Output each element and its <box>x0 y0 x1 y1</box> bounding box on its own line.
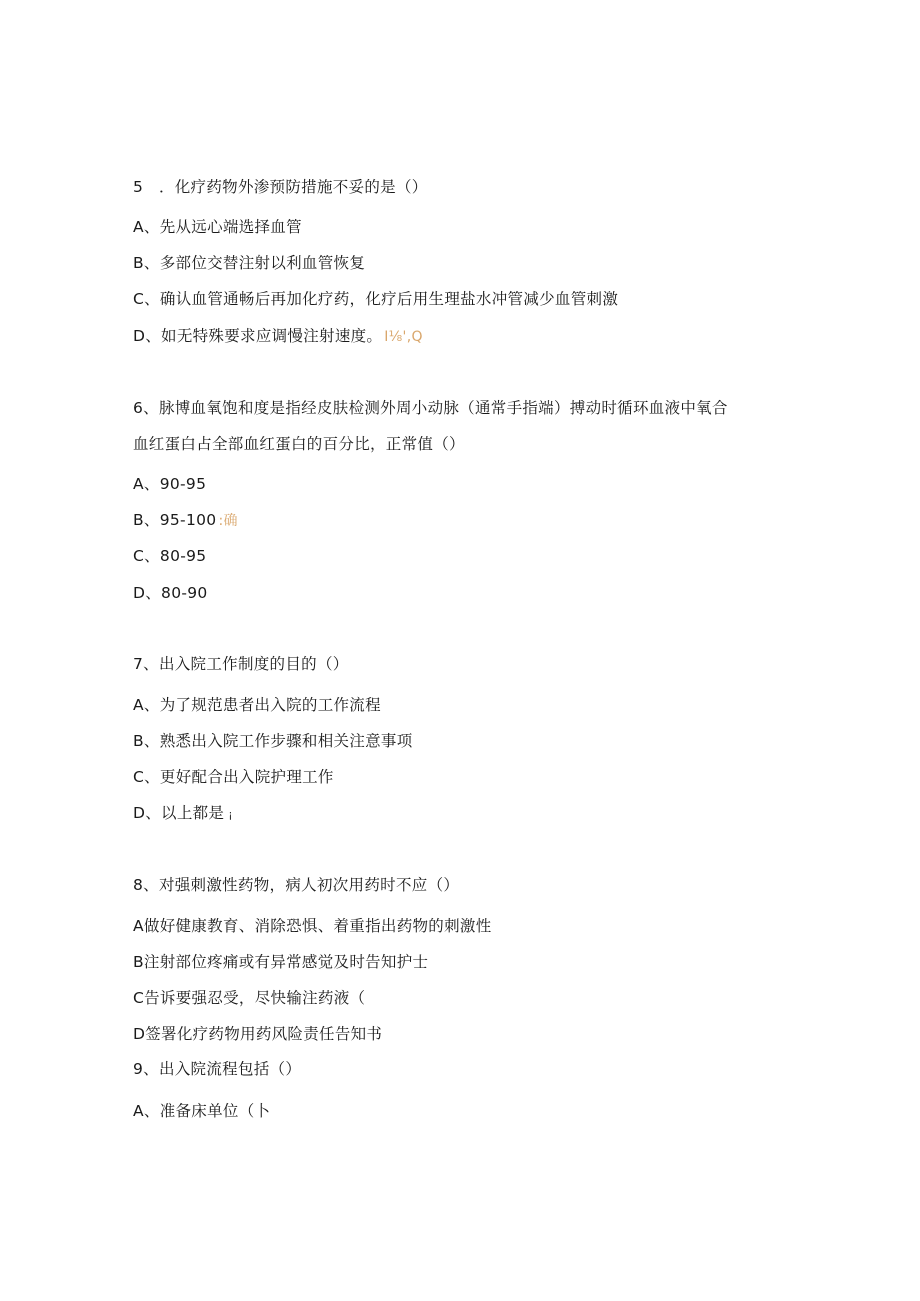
question-6-option-a: A、90-95 <box>133 475 207 493</box>
question-6-prompt-line-2: 血红蛋白占全部血红蛋白的百分比，正常值（） <box>133 435 465 453</box>
answer-mark: :确 <box>218 513 238 529</box>
question-5-option-c: C、确认血管通畅后再加化疗药，化疗后用生理盐水冲管减少血管刺激 <box>133 290 619 308</box>
question-8-option-c: C告诉要强忍受，尽快输注药液（ <box>133 989 366 1007</box>
question-8-option-a: A做好健康教育、消除恐惧、着重指出药物的刺激性 <box>133 917 492 935</box>
option-text: B、95-100 <box>133 511 217 529</box>
question-5-option-b: B、多部位交替注射以利血管恢复 <box>133 254 366 272</box>
question-5-option-d <box>133 326 423 347</box>
question-9-option-a: A、准备床单位（卜 <box>133 1102 271 1120</box>
question-8-prompt: 8、对强刺激性药物，病人初次用药时不应（） <box>133 876 460 894</box>
question-8-option-d: D签署化疗药物用药风险责任告知书 <box>133 1025 383 1043</box>
question-8-option-b: B注射部位疼痛或有异常感觉及时告知护士 <box>133 953 429 971</box>
question-7-option-c: C、更好配合出入院护理工作 <box>133 768 334 786</box>
answer-mark: I⅛',Q <box>384 329 423 345</box>
question-7-option-b: B、熟悉出入院工作步骤和相关注意事项 <box>133 732 413 750</box>
question-6-option-d: D、80-90 <box>133 584 208 602</box>
option-text: D、如无特殊要求应调慢注射速度。 <box>133 327 383 345</box>
answer-mark: ¡ <box>228 808 233 821</box>
question-9-prompt: 9、出入院流程包括（） <box>133 1060 302 1078</box>
question-6-option-b <box>133 510 238 531</box>
option-text: D、以上都是 <box>133 804 225 822</box>
question-7-prompt: 7、出入院工作制度的目的（） <box>133 655 349 673</box>
question-6-prompt-line-1: 6、脉博血氧饱和度是指经皮肤检测外周小动脉（通常手指端）搏动时循环血液中氧合 <box>133 399 728 417</box>
question-5-prompt: 5 ．化疗药物外渗预防措施不妥的是（） <box>133 178 428 196</box>
question-7-option-a: A、为了规范患者出入院的工作流程 <box>133 696 381 714</box>
question-7-option-d <box>133 803 233 825</box>
question-6-option-c: C、80-95 <box>133 547 207 565</box>
question-5-option-a: A、先从远心端选择血管 <box>133 218 302 236</box>
